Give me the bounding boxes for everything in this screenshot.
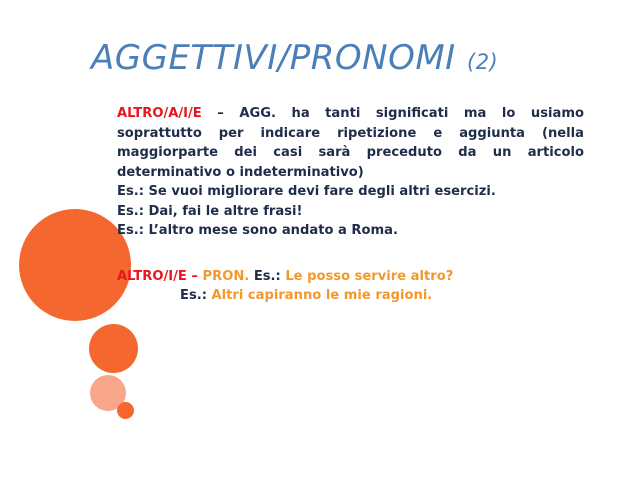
pronoun-dash: –: [186, 268, 203, 284]
adjective-definition: [117, 104, 584, 182]
pronoun-example-2-line: [117, 286, 584, 306]
example-3: Es.: L’altro mese sono andato a Roma.: [117, 223, 398, 238]
pronoun-definition: [117, 267, 584, 287]
pronoun-kind: PRON.: [202, 268, 250, 284]
pronoun-es-label-2: Es.:: [180, 288, 207, 303]
decorative-circle-medium: [89, 324, 138, 373]
adjective-dash: –: [201, 106, 240, 121]
example-2: Es.: Dai, fai le altre frasi!: [117, 203, 303, 219]
slide-title-main: AGGETTIVI/PRONOMI: [91, 38, 456, 78]
decorative-circle-large: [19, 209, 131, 321]
decorative-circle-small: [117, 402, 134, 419]
adjective-text: ha tanti significati ma lo usiamo soprattutto per indicare ripetizione e aggiunta (nella maggiorparte dei casi sarà preceduto da un articolo determinativo o indeterminativo): [117, 106, 584, 180]
slide-content: [117, 104, 584, 306]
slide-title-number: (2): [467, 50, 499, 74]
pronoun-example-2: Altri capiranno le mie ragioni.: [206, 288, 433, 303]
adjective-kind: AGG.: [239, 106, 276, 121]
pronoun-term: ALTRO/I/E: [117, 268, 187, 284]
pronoun-es-label: Es.:: [249, 268, 281, 284]
example-1: Es.: Se vuoi migliorare devi fare degli altri esercizi.: [117, 184, 496, 199]
adjective-term: ALTRO/A/I/E: [117, 106, 202, 121]
slide-title: [91, 38, 498, 78]
pronoun-example: Le posso servire altro?: [280, 268, 454, 284]
